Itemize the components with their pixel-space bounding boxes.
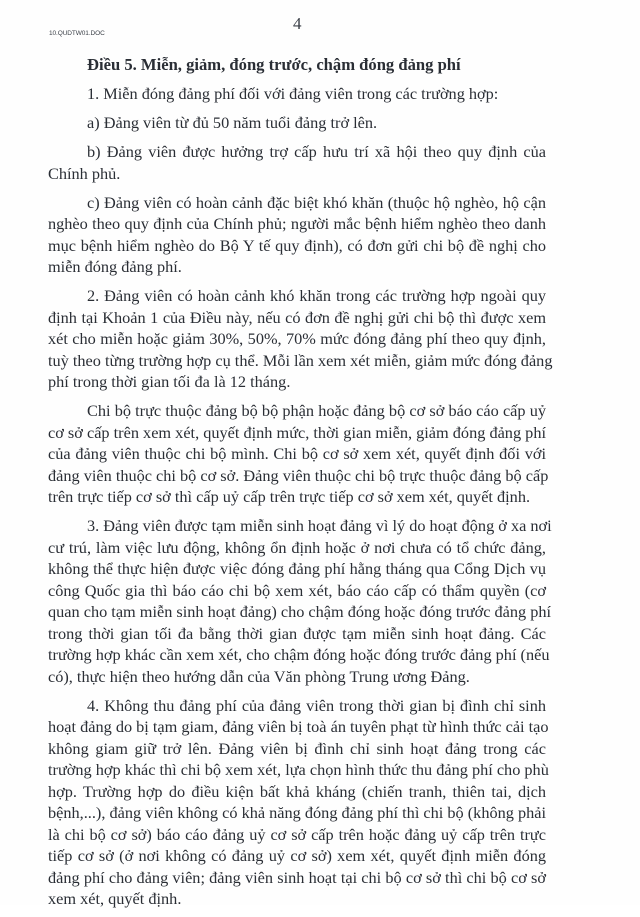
text-line: phí trong thời gian tối đa là 12 tháng. [48,372,291,391]
paragraph-list [48,83,553,910]
paragraph-p3 [48,515,552,687]
text-line: tuỳ theo từng trường hợp cụ thể. Mỗi lần xem xét miễn, giảm mức đóng đảng [48,350,553,370]
page-number: 4 [293,14,302,33]
paragraph-p2b [48,400,549,508]
text-line: cơ sở cấp trên xem xét, quyết định mức, thời gian miễn, giảm đóng đảng phí [48,422,546,442]
text-line: xét cho miễn hoặc giảm 30%, 50%, 70% mức đóng đảng phí theo quy định, [48,329,546,348]
text-line: 4. Không thu đảng phí của đảng viên trong thời gian bị đình chỉ sinh [87,695,546,715]
paragraph-p2 [48,285,553,393]
text-line: xem xét, quyết định. [48,889,182,908]
text-line: là chi bộ cơ sở) báo cáo đảng uỷ cơ sở cấp trên hoặc đảng uỷ cấp trên trực [48,824,546,844]
paragraph-p1b [48,141,546,184]
text-line: miễn đóng đảng phí. [48,257,182,276]
text-line: 1. Miễn đóng đảng phí đối với đảng viên trong các trường hợp: [87,84,499,103]
text-line: c) Đảng viên có hoàn cảnh đặc biệt khó khăn (thuộc hộ nghèo, hộ cận [87,192,546,212]
text-line: công Quốc gia thì báo cáo chi bộ xem xét, báo cáo cấp có thẩm quyền (cơ [48,580,546,600]
text-line: của đảng viên thuộc chi bộ mình. Chi bộ cơ sở xem xét, quyết định đối với [48,444,546,463]
text-line: trên trực tiếp cơ sở thì cấp uỷ cấp trên trực tiếp cơ sở xem xét, quyết định. [48,487,531,506]
file-label: 10.QUDTW01.DOC [49,30,105,37]
text-line: a) Đảng viên từ đủ 50 năm tuổi đảng trở lên. [87,113,378,132]
text-line: 3. Đảng viên được tạm miễn sinh hoạt đảng vì lý do hoạt động ở xa nơi [87,516,552,535]
text-line: có), thực hiện theo hướng dẫn của Văn phòng Trung ương Đảng. [48,666,470,686]
text-line: định tại Khoản 1 của Điều này, nếu có đơn đề nghị gửi chi bộ thì được xem [48,307,546,327]
text-line: nghèo theo quy định của Chính phủ; người mắc bệnh hiểm nghèo theo danh [48,214,546,233]
text-line: 2. Đảng viên có hoàn cảnh khó khăn trong các trường hợp ngoài quy [87,286,546,305]
text-line: đảng phí cho đảng viên; đảng viên sinh hoạt tại chi bộ cơ sở thì chi bộ cơ sở [48,867,546,887]
paragraph-p1 [48,83,546,105]
text-line: trường hợp khác thì chi bộ xem xét, lựa chọn hình thức thu đảng phí cho phù [48,760,549,779]
text-line: trường hợp khác cần xem xét, cho chậm đóng hoặc đóng trước đảng phí (nếu [48,645,550,664]
text-line: hoạt đảng do bị tạm giam, đảng viên bị toà án tuyên phạt từ hình thức cải tạo [48,717,549,736]
text-line: quan cho tạm miễn sinh hoạt đảng) cho chậm đóng hoặc đóng trước đảng phí [48,602,552,621]
text-line: trong thời gian tối đa bằng thời gian được tạm miễn sinh hoạt đảng. Các [48,623,546,643]
paragraph-p4 [48,695,549,910]
text-line: cư trú, làm việc lưu động, không ổn định hoặc ở nơi chưa có tổ chức đảng, [48,537,546,557]
text-line: Chi bộ trực thuộc đảng bộ bộ phận hoặc đảng bộ cơ sở báo cáo cấp uỷ [87,401,546,420]
text-line: hợp. Trường hợp do điều kiện bất khả kháng (chiến tranh, thiên tai, dịch [48,781,546,801]
text-line: đảng viên thuộc chi bộ cơ sở. Đảng viên thuộc chi bộ trực thuộc đảng bộ cấp [48,465,549,485]
article-heading: Điều 5. Miễn, giảm, đóng trước, chậm đóng đảng phí [87,55,461,74]
text-line: bệnh,...), đảng viên không có khả năng đóng đảng phí thì chi bộ (không phải [48,803,546,822]
text-line: không giam giữ trở lên. Đảng viên bị đình chỉ sinh hoạt đảng trong các [48,738,546,758]
text-line: Chính phủ. [48,163,121,183]
text-line: không thể thực hiện được việc đóng đảng phí hằng tháng qua Cổng Dịch vụ [48,559,546,578]
paragraph-p1c [48,192,546,278]
text-line: tiếp cơ sở (ở nơi không có đảng uỷ cơ sở) xem xét, quyết định miễn đóng [48,846,546,865]
article-body [48,54,553,917]
paragraph-p1a [48,112,546,134]
text-line: mục bệnh hiểm nghèo do Bộ Y tế quy định), có đơn gửi chi bộ đề nghị cho [48,235,546,255]
text-line: b) Đảng viên được hưởng trợ cấp hưu trí xã hội theo quy định của [87,142,546,161]
